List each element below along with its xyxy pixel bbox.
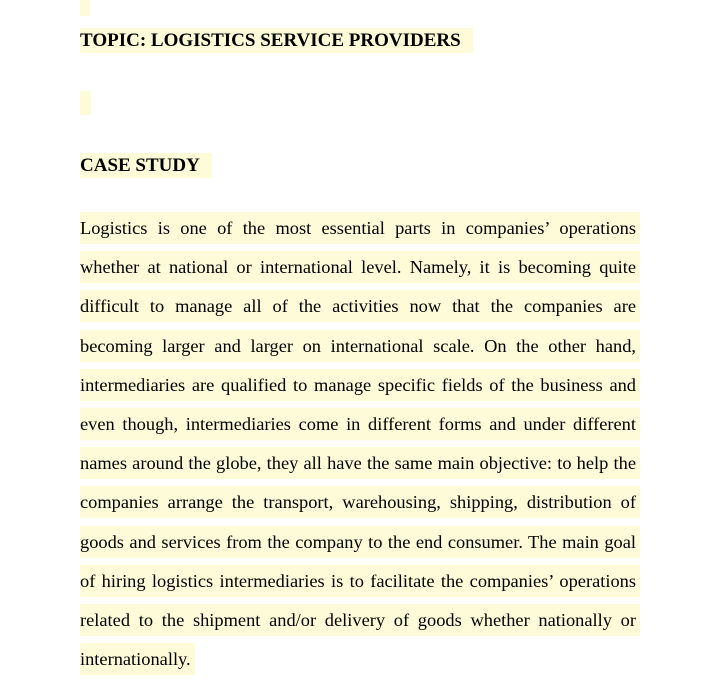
- empty-line-highlight-top: [80, 0, 90, 16]
- case-study-heading-text: CASE STUDY: [80, 153, 212, 178]
- body-paragraph: [80, 209, 640, 679]
- case-study-heading: [80, 153, 212, 179]
- empty-line-highlight: [80, 91, 91, 115]
- body-paragraph-text: Logistics is one of the most essential parts in companies’ operations whether at national or international level. Namely, it is becoming quite difficult to manage all of the activities now that the companies are becoming larger and larger on international scale. On the other hand, intermediaries are qualified to manage specific fields of the business and even though, intermediaries come in different forms and under different names around the globe, they all have the same main objective: to help the companies arrange the transport, warehousing, shipping, distribution of goods and services from the company to the end consumer. The main goal of hiring logistics intermediaries is to facilitate the companies’ operations related to the shipment and/or delivery of goods whether nationally or internationally.: [80, 212, 640, 675]
- topic-heading: [80, 28, 473, 54]
- topic-heading-text: TOPIC: LOGISTICS SERVICE PROVIDERS: [80, 28, 473, 53]
